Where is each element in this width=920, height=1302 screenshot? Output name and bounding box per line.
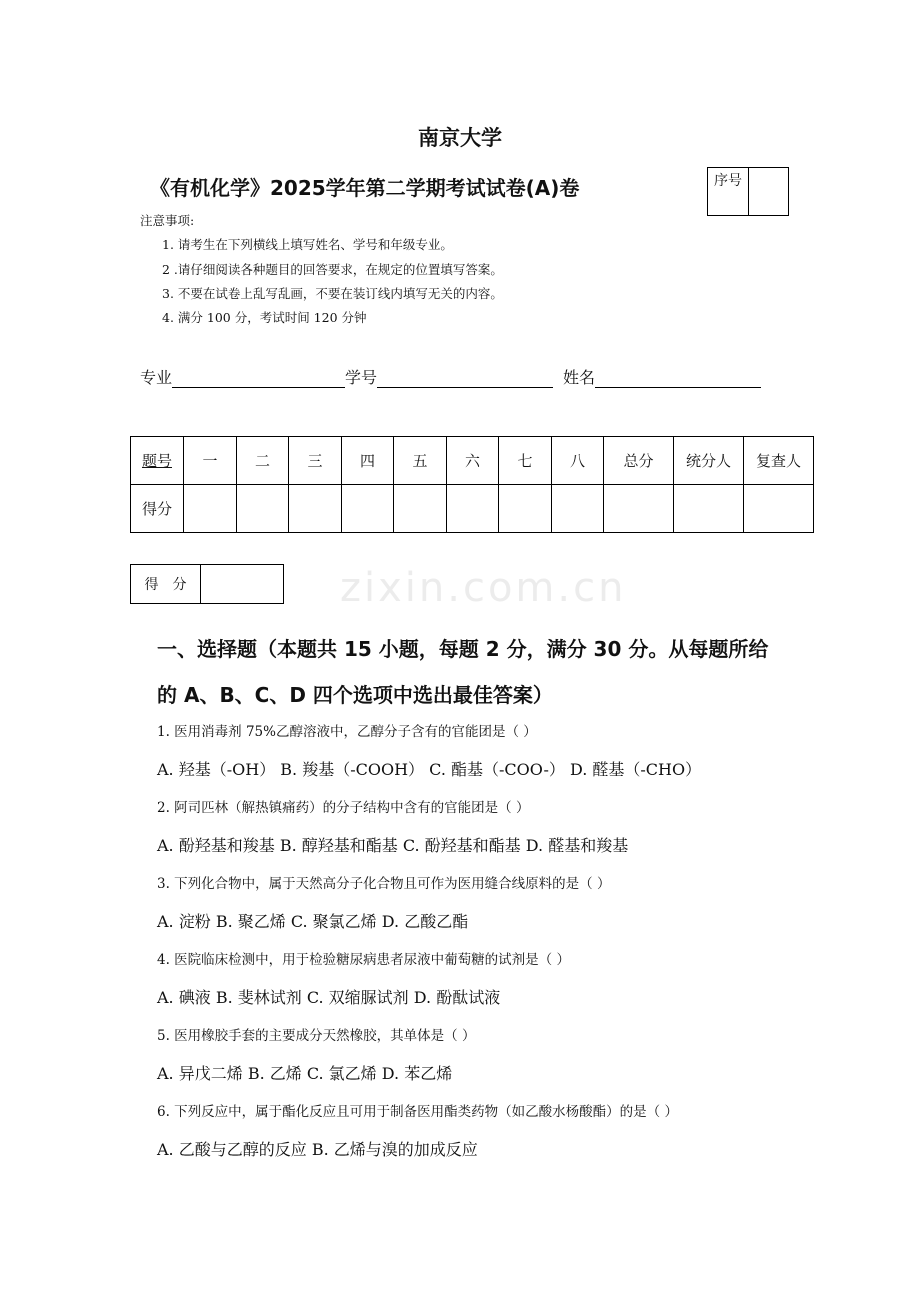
- watermark: zixin.com.cn: [340, 565, 627, 611]
- header-cell: 五: [394, 437, 447, 485]
- major-input[interactable]: [172, 369, 345, 388]
- score-cell[interactable]: [447, 485, 499, 533]
- note-item: 1. 请考生在下列横线上填写姓名、学号和年级专业。: [162, 237, 453, 252]
- score-cell[interactable]: [499, 485, 552, 533]
- question-text: 6. 下列反应中，属于酯化反应且可用于制备医用酯类药物（如乙酸水杨酸酯）的是（ ）: [157, 1104, 678, 1120]
- section-heading: 的 A、B、C、D 四个选项中选出最佳答案）: [157, 683, 553, 707]
- header-cell: 一: [184, 437, 237, 485]
- question-options: A. 淀粉 B. 聚乙烯 C. 聚氯乙烯 D. 乙酸乙酯: [157, 912, 469, 931]
- question-text: 1. 医用消毒剂 75%乙醇溶液中，乙醇分子含有的官能团是（ ）: [157, 724, 537, 740]
- name-input[interactable]: [595, 369, 761, 388]
- score-row: [131, 485, 814, 533]
- header-cell: 复查人: [744, 437, 814, 485]
- section-score-cell[interactable]: [201, 565, 284, 604]
- student-info-fields: [140, 365, 761, 388]
- score-cell[interactable]: [744, 485, 814, 533]
- question-options: A. 异戊二烯 B. 乙烯 C. 氯乙烯 D. 苯乙烯: [157, 1064, 453, 1083]
- university-title: 南京大学: [418, 126, 502, 150]
- question-text: 2. 阿司匹林（解热镇痛药）的分子结构中含有的官能团是（ ）: [157, 800, 530, 816]
- header-cell: 三: [289, 437, 342, 485]
- student-id-label: 学号: [345, 368, 378, 387]
- question-text: 5. 医用橡胶手套的主要成分天然橡胶，其单体是（ ）: [157, 1028, 476, 1044]
- score-cell[interactable]: [604, 485, 674, 533]
- question-options: A. 乙酸与乙醇的反应 B. 乙烯与溴的加成反应: [157, 1140, 478, 1159]
- sequence-number-box: [707, 167, 789, 216]
- header-cell: 题号: [131, 437, 184, 485]
- header-cell: 七: [499, 437, 552, 485]
- score-cell[interactable]: [394, 485, 447, 533]
- note-item: 4. 满分 100 分，考试时间 120 分钟: [162, 310, 367, 325]
- note-item: 2 .请仔细阅读各种题目的回答要求，在规定的位置填写答案。: [162, 262, 503, 277]
- notes-heading: 注意事项:: [140, 213, 195, 228]
- header-cell: 八: [552, 437, 604, 485]
- note-item: 3. 不要在试卷上乱写乱画，不要在装订线内填写无关的内容。: [162, 286, 503, 301]
- score-cell[interactable]: [674, 485, 744, 533]
- question-text: 3. 下列化合物中，属于天然高分子化合物且可作为医用缝合线原料的是（ ）: [157, 876, 611, 892]
- score-cell[interactable]: [342, 485, 394, 533]
- sequence-label: 序号: [708, 168, 749, 215]
- score-table: [130, 436, 814, 533]
- question-options: A. 碘液 B. 斐林试剂 C. 双缩脲试剂 D. 酚酞试液: [157, 988, 501, 1007]
- score-row-label: 得分: [131, 485, 184, 533]
- header-cell: 二: [237, 437, 289, 485]
- header-cell: 六: [447, 437, 499, 485]
- header-cell: 四: [342, 437, 394, 485]
- score-cell[interactable]: [184, 485, 237, 533]
- header-cell: 总分: [604, 437, 674, 485]
- sequence-number-field[interactable]: [749, 168, 788, 215]
- major-label: 专业: [140, 368, 173, 387]
- section-score-label: 得 分: [131, 565, 201, 604]
- question-options: A. 羟基（-OH） B. 羧基（-COOH） C. 酯基（-COO-） D. 醛基（-CHO）: [157, 760, 702, 779]
- score-cell[interactable]: [289, 485, 342, 533]
- section-heading: 一、选择题（本题共 15 小题，每题 2 分，满分 30 分。从每题所给: [157, 637, 769, 661]
- exam-title: 《有机化学》2025学年第二学期考试试卷(A)卷: [150, 176, 580, 200]
- name-label: 姓名: [563, 368, 596, 387]
- score-header-row: [131, 437, 814, 485]
- question-text: 4. 医院临床检测中，用于检验糖尿病患者尿液中葡萄糖的试剂是（ ）: [157, 952, 570, 968]
- header-cell: 统分人: [674, 437, 744, 485]
- section-score-box: [130, 564, 284, 604]
- student-id-input[interactable]: [377, 369, 553, 388]
- score-cell[interactable]: [552, 485, 604, 533]
- question-options: A. 酚羟基和羧基 B. 醇羟基和酯基 C. 酚羟基和酯基 D. 醛基和羧基: [157, 836, 629, 855]
- score-cell[interactable]: [237, 485, 289, 533]
